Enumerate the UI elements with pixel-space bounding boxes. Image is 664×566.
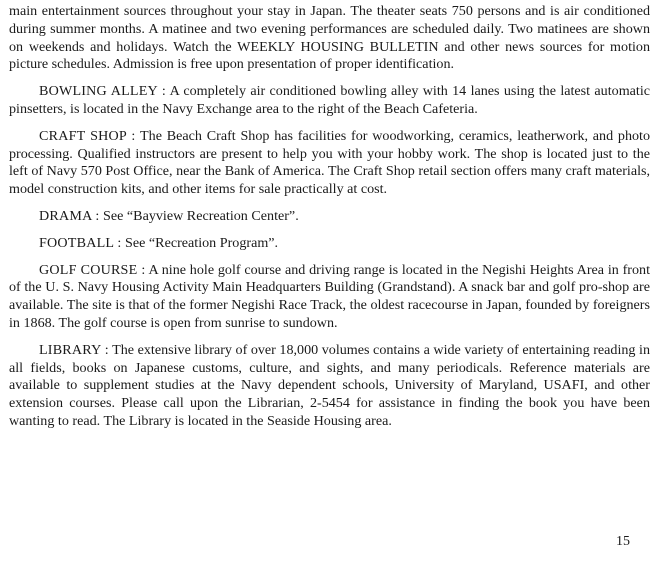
document-page [9, 3, 650, 440]
page-number: 15 [616, 534, 630, 549]
section-heading: FOOTBALL : [39, 234, 122, 251]
section-library [9, 342, 650, 431]
section-text: A completely air conditioned bowling alley with 14 lanes using the latest automatic pinsetters, is located in the Navy Exchange area to the right of the Beach Cafeteria. [9, 83, 650, 117]
section-text: A nine hole golf course and driving range is located in the Negishi Heights Area in front of the U. S. Navy Housing Activity Main Headquarters Building (Grandstand). A snack bar and golf pro-shop are available. The site is that of the former Negishi Race Track, the oldest racecourse in Japan, founded by foreigners in 1868. The golf course is open from sunrise to sundown. [9, 261, 650, 331]
section-text: See “Bayview Recreation Center”. [99, 207, 299, 224]
section-drama [9, 208, 650, 226]
section-heading: BOWLING ALLEY : [39, 83, 167, 100]
section-text: See “Recreation Program”. [121, 234, 279, 251]
section-bowling-alley [9, 83, 650, 119]
section-golf-course [9, 262, 650, 333]
theater-paragraph: main entertainment sources throughout your stay in Japan. The theater seats 750 persons and is air conditioned during summer months. A matinee and two evening performances are scheduled daily. Two matinees are shown on weekends and holidays. Watch the WEEKLY HOUSING BULLETIN and other news sources for motion picture schedules. Admission is free upon presentation of proper identification. [9, 3, 650, 73]
section-text: The Beach Craft Shop has facilities for woodworking, ceramics, leatherwork, and photo processing. Qualified instructors are present to help you with your hobby work. The shop is located just to the left of Navy 570 Post Office, near the Bank of America. The Craft Shop retail section offers many craft materials, model construction kits, and other items for sale practically at cost. [9, 127, 651, 198]
section-heading: DRAMA : [39, 207, 100, 224]
section-text: The extensive library of over 18,000 volumes contains a wide variety of entertaining reading in all fields, books on Japanese customs, culture, and sights, and many periodicals. Reference materials are available to supplement studies at the Navy dependent schools, University of Maryland, USAFI, and other extension courses. Please call upon the Librarian, 2-5454 for assistance in finding the book you have been wanting to read. The Library is located in the Seaside Housing area. [9, 341, 650, 429]
section-football [9, 235, 650, 253]
section-craft-shop [9, 128, 650, 199]
section-heading: LIBRARY : [39, 341, 109, 358]
section-heading: GOLF COURSE : [39, 261, 146, 278]
section-heading: CRAFT SHOP : [39, 127, 136, 144]
